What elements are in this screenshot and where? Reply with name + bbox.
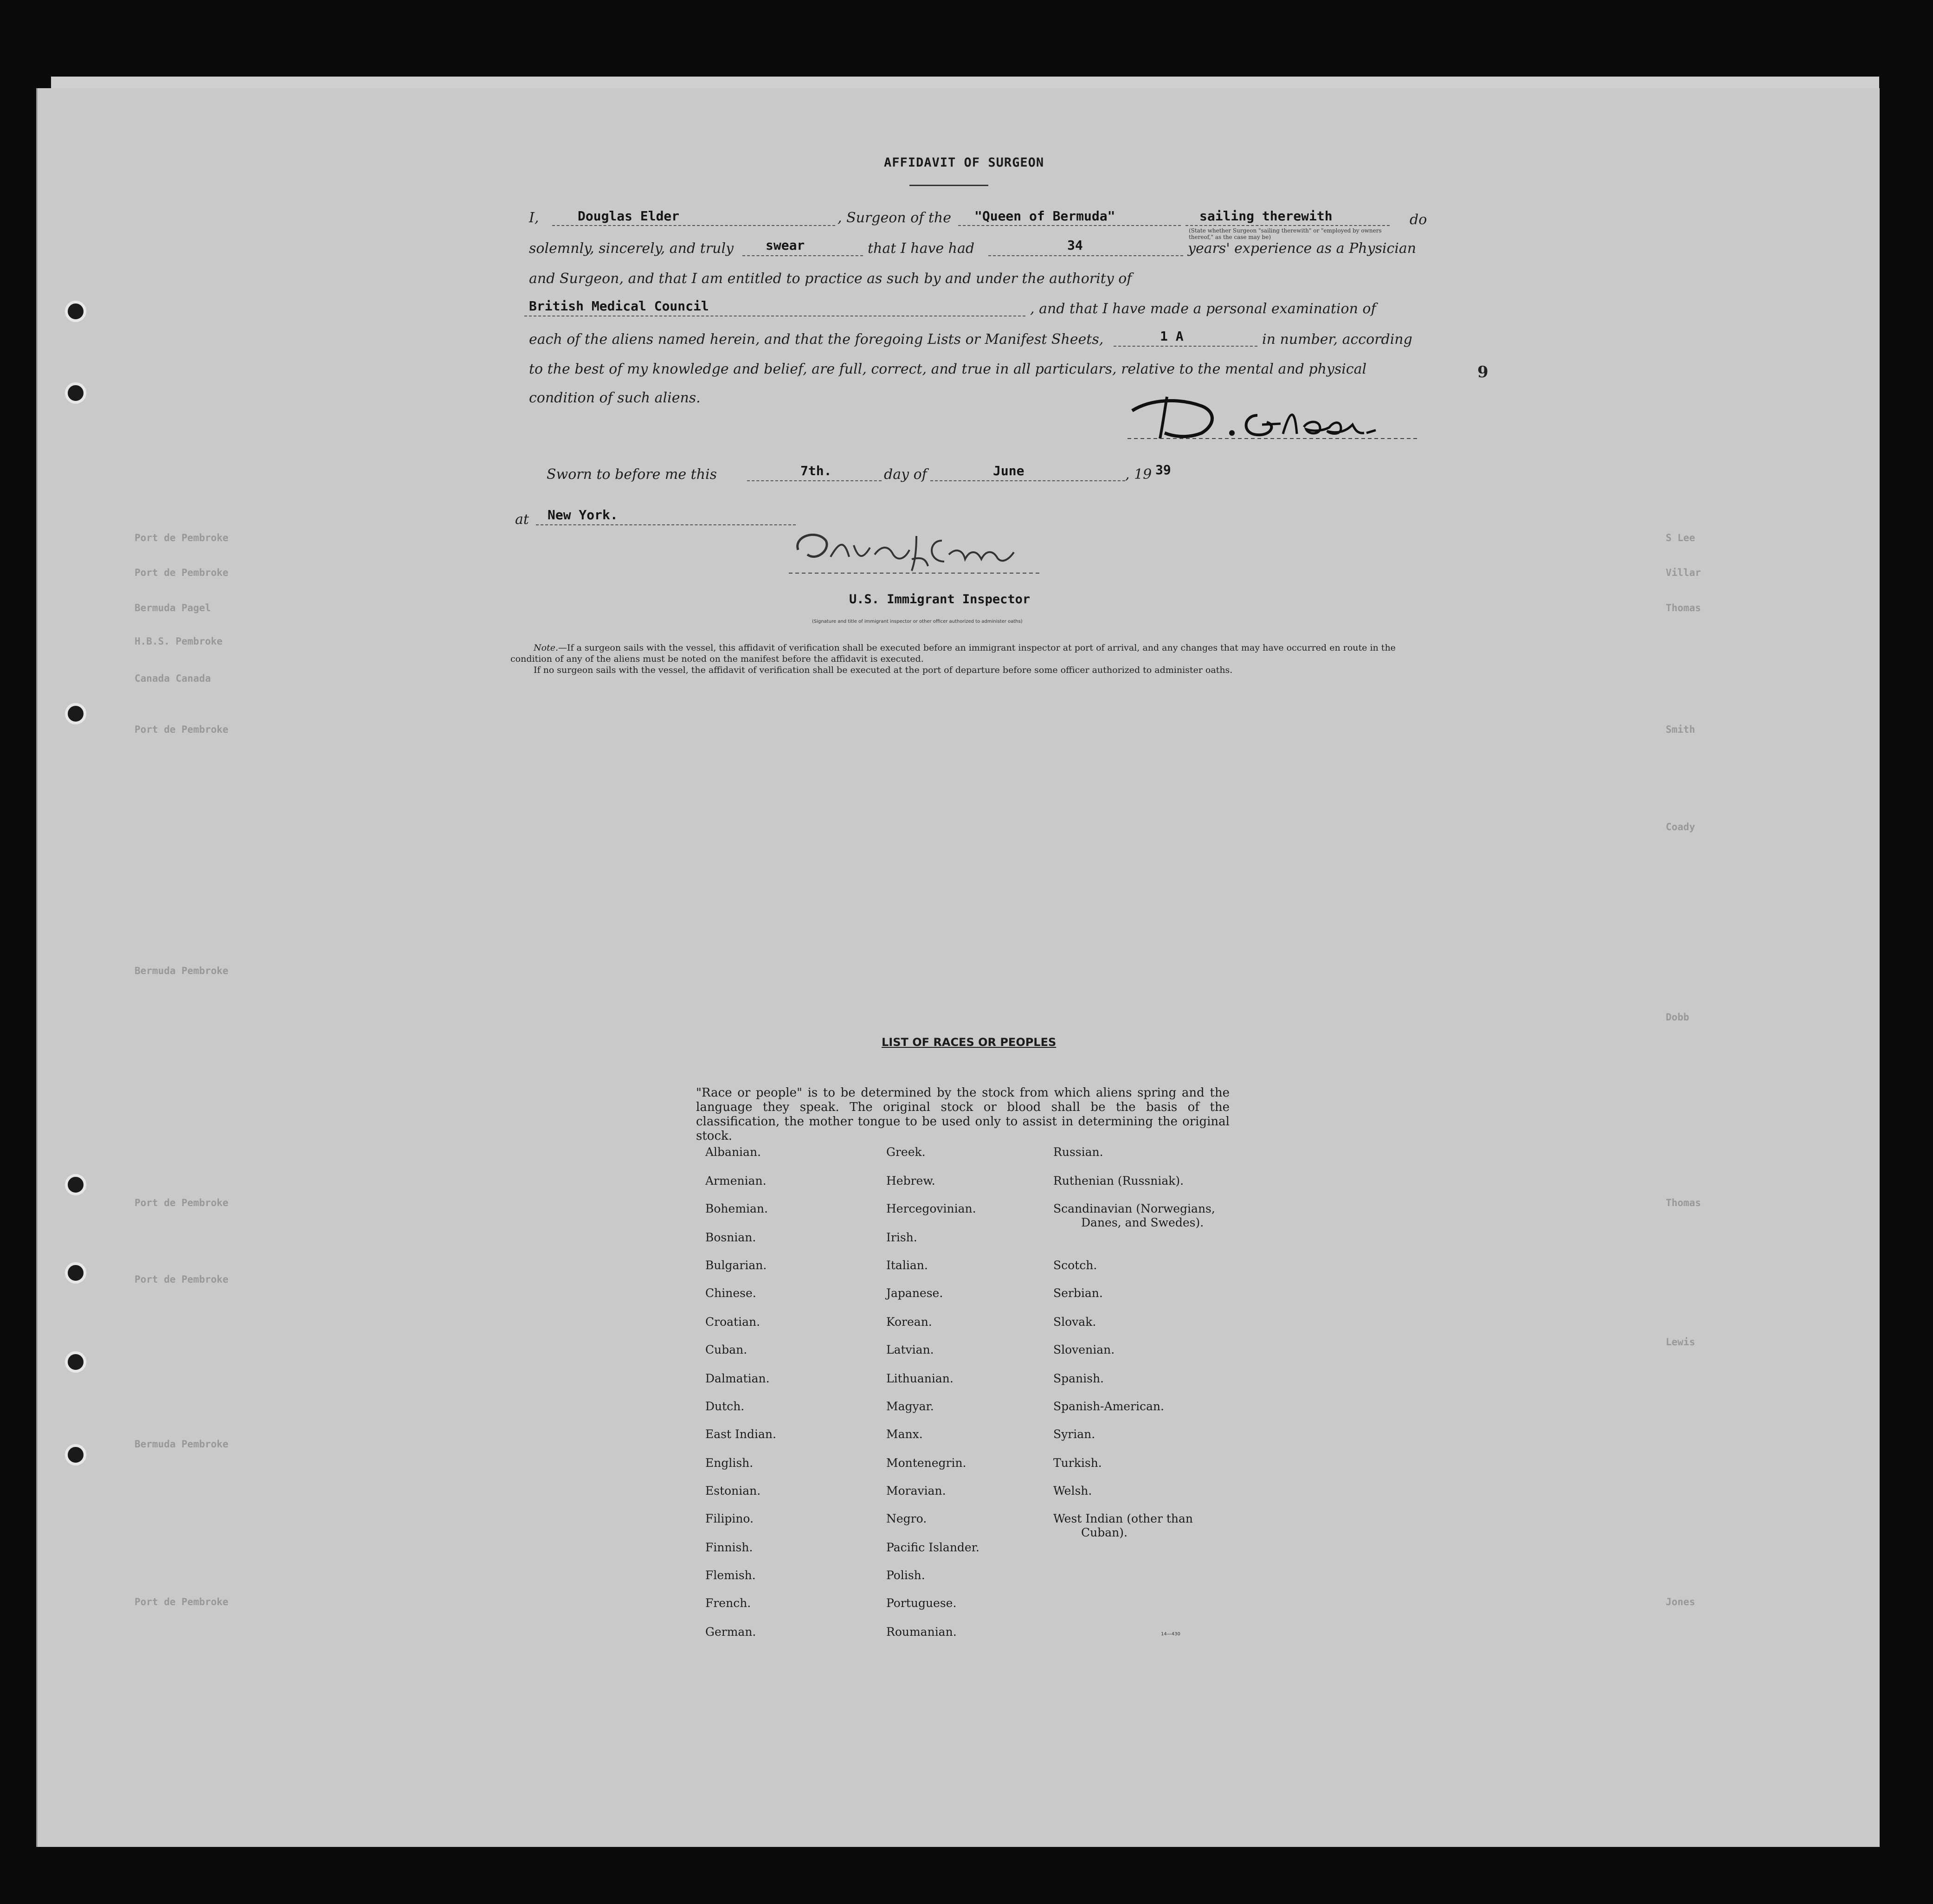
- surgeon-signature: [1123, 392, 1429, 443]
- p2-end: years' experience as a Physician: [1188, 240, 1417, 257]
- p2-start: solemnly, sincerely, and truly: [529, 240, 734, 257]
- race-item: French.: [705, 1596, 751, 1610]
- p6: to the best of my knowledge and belief, are full, correct, and true in all particulars, relative to the mental and physical: [529, 361, 1367, 377]
- race-item: Filipino.: [705, 1512, 754, 1525]
- page-number: 9: [1477, 363, 1488, 381]
- race-item: Moravian.: [886, 1484, 946, 1497]
- bleed-through-text: Bermuda Pembroke: [135, 965, 229, 976]
- bleed-through-text: Port de Pembroke: [135, 1274, 229, 1285]
- race-item: Slovenian.: [1053, 1343, 1115, 1356]
- race-item: Albanian.: [705, 1145, 761, 1159]
- blank-line: [536, 524, 796, 525]
- race-item: Spanish-American.: [1053, 1400, 1164, 1413]
- race-item: Hebrew.: [886, 1174, 935, 1188]
- blank-line: [1114, 346, 1257, 347]
- race-item: Portuguese.: [886, 1596, 957, 1610]
- bleed-through-text: S Lee: [1666, 532, 1695, 543]
- blank-line: [1186, 225, 1390, 226]
- race-item: Bosnian.: [705, 1231, 756, 1244]
- note-label: Note.: [534, 643, 558, 653]
- binder-hole-icon: [65, 1262, 86, 1284]
- race-item: Scandinavian (Norwegians,: [1053, 1202, 1215, 1215]
- binder-hole-icon: [65, 1444, 86, 1465]
- day-of: day of: [884, 466, 927, 483]
- bleed-through-text: Port de Pembroke: [135, 532, 229, 543]
- race-item: Korean.: [886, 1315, 932, 1329]
- bleed-through-text: Coady: [1666, 821, 1695, 833]
- surgeon-name: Douglas Elder: [578, 208, 680, 224]
- binder-hole-icon: [65, 1351, 86, 1373]
- race-item: Ruthenian (Russniak).: [1053, 1174, 1184, 1188]
- oath-word: swear: [766, 238, 805, 253]
- binder-hole-icon: [65, 301, 86, 322]
- race-item: Cuban).: [1081, 1526, 1128, 1539]
- sailing-status: sailing therewith: [1199, 208, 1333, 224]
- race-item: Japanese.: [886, 1286, 943, 1300]
- p5-end: in number, according: [1262, 331, 1412, 348]
- affidavit-note: [510, 642, 1420, 676]
- race-item: German.: [705, 1625, 756, 1639]
- blank-line: [742, 255, 863, 256]
- race-item: Irish.: [886, 1231, 917, 1244]
- blank-line: [552, 225, 835, 226]
- at-label: at: [515, 511, 529, 528]
- place: New York.: [548, 507, 618, 523]
- bleed-through-text: Thomas: [1666, 1197, 1701, 1208]
- race-item: Croatian.: [705, 1315, 760, 1329]
- sworn-year: 39: [1155, 462, 1171, 478]
- race-item: Bohemian.: [705, 1202, 768, 1215]
- race-item: Welsh.: [1053, 1484, 1092, 1497]
- sworn-day: 7th.: [800, 463, 832, 478]
- note-text: —If a surgeon sails with the vessel, this affidavit of verification shall be executed before an immigrant inspector at port of arrival, and any changes that may have occurred en route in the condition of any of the aliens must be noted on the manifest before the affidavit is executed.: [510, 643, 1396, 664]
- p5-start: each of the aliens named herein, and that the foregoing Lists or Manifest Sheets,: [529, 331, 1104, 348]
- races-intro: "Race or people" is to be determined by the stock from which aliens spring and the language they speak. The original stock or blood shall be the basis of the classification, the mother tongue to be used only to assist in determining the original stock.: [696, 1086, 1230, 1143]
- p7: condition of such aliens.: [529, 390, 701, 406]
- race-item: Dalmatian.: [705, 1372, 770, 1385]
- bleed-through-text: Port de Pembroke: [135, 567, 229, 578]
- sworn-month: June: [993, 463, 1024, 478]
- bleed-through-text: H.B.S. Pembroke: [135, 636, 223, 647]
- years-count: 34: [1067, 238, 1083, 253]
- race-item: Italian.: [886, 1259, 928, 1272]
- bleed-through-text: Thomas: [1666, 602, 1701, 613]
- race-item: Spanish.: [1053, 1372, 1104, 1385]
- race-item: Chinese.: [705, 1286, 756, 1300]
- p2-mid: that I have had: [868, 240, 975, 257]
- race-item: Lithuanian.: [886, 1372, 954, 1385]
- sworn-prefix: Sworn to before me this: [547, 466, 717, 483]
- title-underline: [909, 185, 988, 186]
- note-text-2: If no surgeon sails with the vessel, the affidavit of verification shall be executed at the port of departure before some officer authorized to administer oaths.: [534, 665, 1233, 675]
- race-item: Roumanian.: [886, 1625, 957, 1639]
- inspector-note: (Signature and title of immigrant inspector or other officer authorized to administer oaths): [812, 619, 1023, 624]
- p1-end: do: [1410, 212, 1427, 228]
- year-prefix: , 19: [1125, 466, 1152, 483]
- race-item: West Indian (other than: [1053, 1512, 1193, 1525]
- race-item: Magyar.: [886, 1400, 934, 1413]
- race-item: Finnish.: [705, 1541, 753, 1554]
- race-item: Estonian.: [705, 1484, 761, 1497]
- p1-mid: , Surgeon of the: [838, 210, 951, 226]
- binder-hole-icon: [65, 703, 86, 724]
- manifest-sheet: [36, 88, 1880, 1847]
- race-item: Greek.: [886, 1145, 926, 1159]
- race-item: Turkish.: [1053, 1456, 1102, 1470]
- form-number: 14—430: [1161, 1632, 1180, 1637]
- p4-end: , and that I have made a personal examination of: [1030, 301, 1376, 317]
- bleed-through-text: Canada Canada: [135, 673, 211, 684]
- race-item: Slovak.: [1053, 1315, 1096, 1329]
- race-item: Armenian.: [705, 1174, 767, 1188]
- bleed-through-text: Lewis: [1666, 1336, 1695, 1348]
- blank-line: [988, 255, 1183, 256]
- race-item: Manx.: [886, 1427, 923, 1441]
- p1-prefix: I,: [529, 210, 539, 226]
- races-title: LIST OF RACES OR PEOPLES: [882, 1036, 1057, 1049]
- race-item: Russian.: [1053, 1145, 1103, 1159]
- blank-line: [958, 225, 1181, 226]
- race-item: English.: [705, 1456, 754, 1470]
- bleed-through-text: Port de Pembroke: [135, 1197, 229, 1208]
- race-item: Bulgarian.: [705, 1259, 767, 1272]
- binder-hole-icon: [65, 1174, 86, 1195]
- authority: British Medical Council: [529, 298, 709, 314]
- race-item: Dutch.: [705, 1400, 745, 1413]
- bleed-through-text: Jones: [1666, 1596, 1695, 1607]
- inspector-signature: [789, 522, 1049, 582]
- bleed-through-text: Port de Pembroke: [135, 724, 229, 735]
- bleed-through-text: Port de Pembroke: [135, 1596, 229, 1607]
- race-item: Montenegrin.: [886, 1456, 966, 1470]
- bleed-through-text: Bermuda Pembroke: [135, 1439, 229, 1450]
- race-item: Negro.: [886, 1512, 927, 1525]
- race-item: Scotch.: [1053, 1259, 1097, 1272]
- blank-line: [930, 480, 1125, 481]
- bleed-through-text: Smith: [1666, 724, 1695, 735]
- bleed-through-text: Bermuda Pagel: [135, 602, 211, 613]
- race-item: Serbian.: [1053, 1286, 1103, 1300]
- blank-line: [747, 480, 882, 481]
- affidavit-title: AFFIDAVIT OF SURGEON: [884, 155, 1044, 170]
- bleed-through-text: Villar: [1666, 567, 1701, 578]
- vessel-name: "Queen of Bermuda": [974, 208, 1115, 224]
- binder-hole-icon: [65, 382, 86, 404]
- bleed-through-text: Dobb: [1666, 1012, 1689, 1023]
- race-item: Polish.: [886, 1568, 925, 1582]
- sheets-count: 1 A: [1160, 329, 1184, 344]
- sailing-note: (State whether Surgeon "sailing therewith" or "employed by owners thereof," as the case may be): [1189, 227, 1382, 240]
- inspector-title: U.S. Immigrant Inspector: [849, 592, 1031, 607]
- race-item: Flemish.: [705, 1568, 756, 1582]
- race-item: Pacific Islander.: [886, 1541, 979, 1554]
- race-item: Latvian.: [886, 1343, 934, 1356]
- p3: and Surgeon, and that I am entitled to practice as such by and under the authority of: [529, 271, 1132, 287]
- race-item: Cuban.: [705, 1343, 747, 1356]
- race-item: Danes, and Swedes).: [1081, 1216, 1204, 1229]
- race-item: Syrian.: [1053, 1427, 1095, 1441]
- race-item: East Indian.: [705, 1427, 776, 1441]
- race-item: Hercegovinian.: [886, 1202, 976, 1215]
